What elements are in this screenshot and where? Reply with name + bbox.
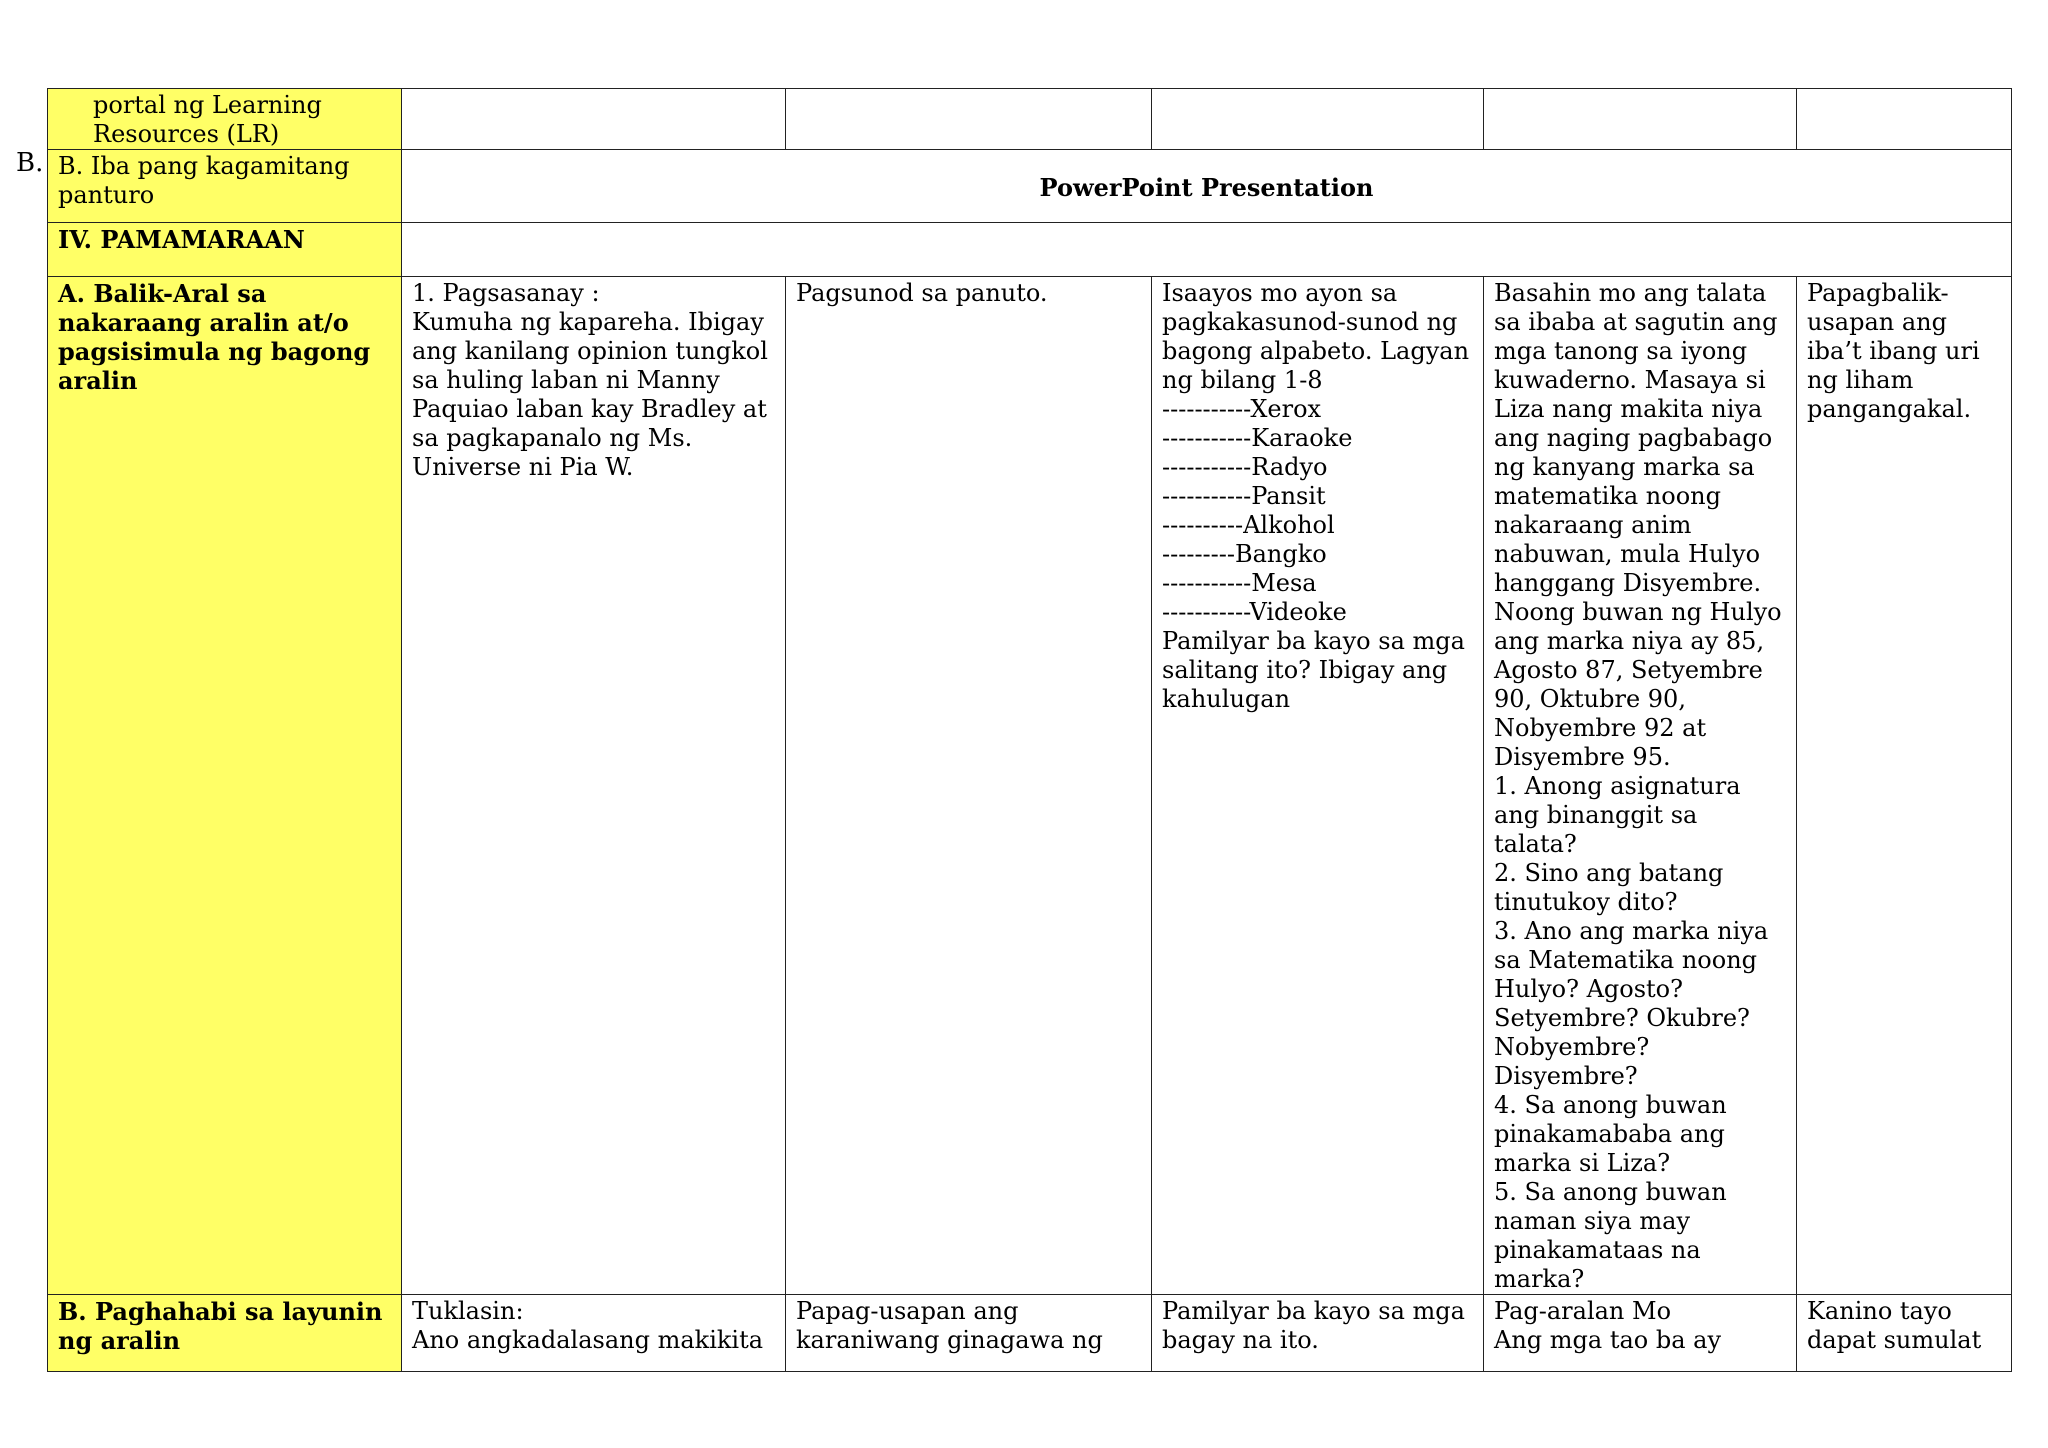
- day2-paghahabi-cell: Papag-usapan ang karaniwang ginagawa ng: [786, 1295, 1152, 1372]
- empty-cell: [1152, 89, 1484, 150]
- table-row-pamamaraan: [48, 223, 2012, 277]
- day3-balik-aral-cell: Isaayos mo ayon sa pagkakasunod-sunod ng bagong alpabeto. Lagyan ng bilang 1-8 -----------Xerox -----------Karaoke -----------Radyo -----------Pansit ----------Alkohol ---------Bangko -----------Mesa -----------Videoke Pamilyar ba kayo sa mga salitang ito? Ibigay ang kahulugan: [1152, 277, 1484, 1295]
- empty-cell: [402, 223, 2012, 277]
- row-label-paghahabi: B. Paghahabi sa layunin ng aralin: [48, 1295, 402, 1372]
- outside-letter-mark: B.: [16, 148, 44, 178]
- day5-paghahabi-cell: Kanino tayo dapat sumulat: [1797, 1295, 2012, 1372]
- day1-balik-aral-cell: 1. Pagsasanay : Kumuha ng kapareha. Ibigay ang kanilang opinion tungkol sa huling laban ni Manny Paquiao laban kay Bradley at sa pagkapanalo ng Ms. Universe ni Pia W.: [402, 277, 786, 1295]
- empty-cell: [1797, 89, 2012, 150]
- day5-balik-aral-cell: Papagbalik- usapan ang iba’t ibang uri ng liham pangangakal.: [1797, 277, 2012, 1295]
- lesson-plan-table: [47, 88, 2012, 1372]
- row-label-iba-pang-kagamitan: B. Iba pang kagamitang panturo: [48, 150, 402, 223]
- empty-cell: [402, 89, 786, 150]
- day2-balik-aral-cell: Pagsunod sa panuto.: [786, 277, 1152, 1295]
- powerpoint-cell: PowerPoint Presentation: [402, 150, 2012, 223]
- day4-balik-aral-cell: Basahin mo ang talata sa ibaba at sagutin ang mga tanong sa iyong kuwaderno. Masaya si Liza nang makita niya ang naging pagbabago ng kanyang marka sa matematika noong nakaraang anim nabuwan, mula Hulyo hanggang Disyembre. Noong buwan ng Hulyo ang marka niya ay 85, Agosto 87, Setyembre 90, Oktubre 90, Nobyembre 92 at Disyembre 95. 1. Anong asignatura ang binanggit sa talata? 2. Sino ang batang tinutukoy dito? 3. Ano ang marka niya sa Matematika noong Hulyo? Agosto? Setyembre? Okubre? Nobyembre? Disyembre? 4. Sa anong buwan pinakamababa ang marka si Liza? 5. Sa anong buwan naman siya may pinakamataas na marka?: [1484, 277, 1797, 1295]
- table-row-balik-aral: [48, 277, 2012, 1295]
- section-heading-pamamaraan: IV. PAMAMARAAN: [48, 223, 402, 277]
- empty-cell: [1484, 89, 1797, 150]
- row-label-balik-aral: A. Balik-Aral sa nakaraang aralin at/o pagsisimula ng bagong aralin: [48, 277, 402, 1295]
- day1-paghahabi-cell: Tuklasin: Ano angkadalasang makikita: [402, 1295, 786, 1372]
- empty-cell: [786, 89, 1152, 150]
- day4-paghahabi-cell: Pag-aralan Mo Ang mga tao ba ay: [1484, 1295, 1797, 1372]
- table-row-paghahabi: [48, 1295, 2012, 1372]
- day3-paghahabi-cell: Pamilyar ba kayo sa mga bagay na ito.: [1152, 1295, 1484, 1372]
- table-row-iba-pang-kagamitan: [48, 150, 2012, 223]
- row-label-lr: portal ng Learning Resources (LR): [48, 89, 402, 150]
- table-row-lr: [48, 89, 2012, 150]
